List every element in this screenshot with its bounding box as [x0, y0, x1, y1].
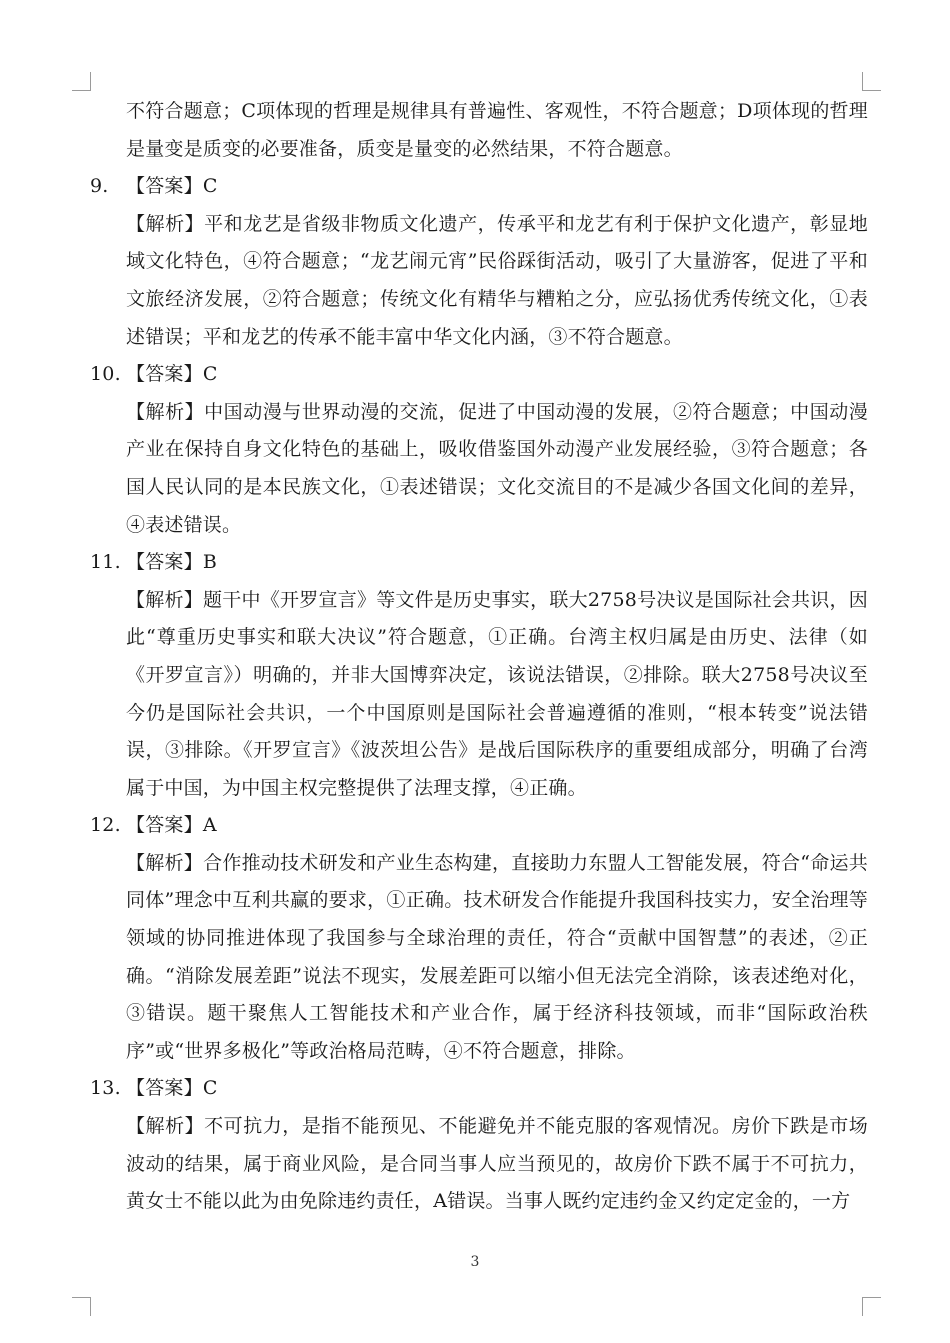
analysis-label: 【解析】 — [126, 588, 203, 611]
question-11-analysis — [90, 582, 868, 808]
crop-mark-top-right — [862, 72, 881, 91]
analysis-text: 平和龙艺是省级非物质文化遗产，传承平和龙艺有利于保护文化遗产，彰显地域文化特色，④符合题意；“龙艺闹元宵”民俗踩街活动，吸引了大量游客，促进了平和文旅经济发展，②符合题意；传统文化有精华与糟粕之分，应弘扬优秀传统文化，①表述错误；平和龙艺的传承不能丰富中华文化内涵，③不符合题意。 — [126, 212, 868, 348]
question-11-answer — [90, 544, 868, 582]
question-10-answer — [90, 356, 868, 394]
answer-value: C — [202, 363, 218, 386]
analysis-text: 合作推动技术研发和产业生态构建，直接助力东盟人工智能发展，符合“命运共同体”理念中互利共赢的要求，①正确。技术研发合作能提升我国科技实力，安全治理等领域的协同推进体现了我国参与全球治理的责任，符合“贡献中国智慧”的表述，②正确。“消除发展差距”说法不现实，发展差距可以缩小但无法完全消除，该表述绝对化，③错误。题干聚焦人工智能技术和产业合作，属于经济科技领域，而非“国际政治秩序”或“世界多极化”等政治格局范畴，④不符合题意，排除。 — [126, 851, 868, 1062]
answer-label: 【答案】 — [126, 175, 203, 198]
answer-value: B — [202, 551, 217, 574]
answer-value: C — [202, 1077, 218, 1100]
answer-label: 【答案】 — [126, 1077, 203, 1100]
analysis-label: 【解析】 — [126, 400, 205, 423]
analysis-text: 中国动漫与世界动漫的交流，促进了中国动漫的发展，②符合题意；中国动漫产业在保持自身文化特色的基础上，吸收借鉴国外动漫产业发展经验，③符合题意；各国人民认同的是本民族文化，①表述错误；文化交流目的不是减少各国文化间的差异，④表述错误。 — [126, 400, 868, 536]
question-number: 12. — [90, 814, 121, 837]
question-12-analysis — [90, 845, 868, 1071]
crop-mark-bottom-left — [72, 1297, 91, 1316]
analysis-label: 【解析】 — [126, 851, 204, 874]
answer-label: 【答案】 — [126, 551, 203, 574]
answer-value: A — [202, 814, 217, 837]
answer-label: 【答案】 — [126, 814, 203, 837]
question-number: 11. — [90, 551, 121, 574]
analysis-label: 【解析】 — [126, 212, 205, 235]
question-number: 9. — [90, 175, 109, 198]
question-13-analysis — [90, 1108, 868, 1221]
question-9-answer — [90, 168, 868, 206]
answer-label: 【答案】 — [126, 363, 203, 386]
answer-content — [90, 93, 868, 1221]
crop-mark-bottom-right — [862, 1297, 881, 1316]
intro-text: 不符合题意；C项体现的哲理是规律具有普遍性、客观性，不符合题意；D项体现的哲理是量变是质变的必要准备，质变是量变的必然结果，不符合题意。 — [126, 100, 868, 160]
question-13-answer — [90, 1070, 868, 1108]
question-9-analysis — [90, 206, 868, 356]
question-number: 13. — [90, 1077, 121, 1100]
question-12-answer — [90, 807, 868, 845]
answer-value: C — [202, 175, 218, 198]
page-number: 3 — [470, 1254, 480, 1270]
question-10-analysis — [90, 394, 868, 544]
analysis-text: 不可抗力，是指不能预见、不能避免并不能克服的客观情况。房价下跌是市场波动的结果，属于商业风险，是合同当事人应当预见的，故房价下跌不属于不可抗力，黄女士不能以此为由免除违约责任，A错误。当事人既约定违约金又约定定金的，一方 — [126, 1115, 868, 1213]
analysis-label: 【解析】 — [126, 1115, 205, 1138]
question-number: 10. — [90, 363, 121, 386]
analysis-text: 题干中《开罗宣言》等文件是历史事实，联大2758号决议是国际社会共识，因此“尊重历史事实和联大决议”符合题意，①正确。台湾主权归属是由历史、法律（如《开罗宣言》）明确的，并非大国博弈决定，该说法错误，②排除。联大2758号决议至今仍是国际社会共识，一个中国原则是国际社会普遍遵循的准则，“根本转变”说法错误，③排除。《开罗宣言》《波茨坦公告》是战后国际秩序的重要组成部分，明确了台湾属于中国，为中国主权完整提供了法理支撑，④正确。 — [126, 588, 868, 799]
crop-mark-top-left — [72, 72, 91, 91]
